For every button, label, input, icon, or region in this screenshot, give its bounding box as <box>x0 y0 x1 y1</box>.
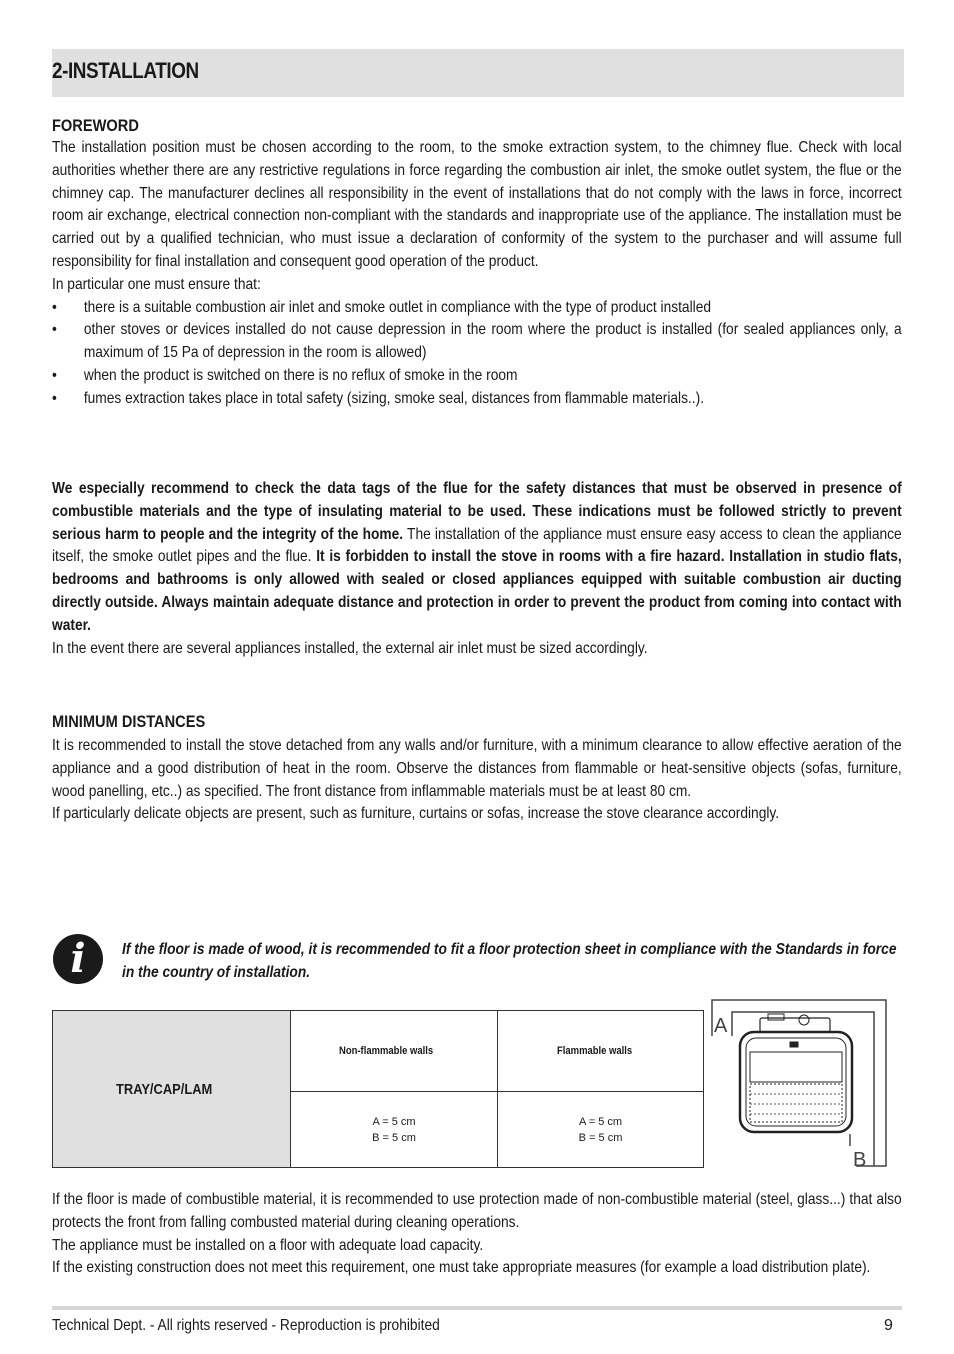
wall-outline <box>712 1000 886 1166</box>
safety-normal-1: The installation of the appliance must ensure easy access to clean the appliance itself, the smoke outlet pipes and the flue. <box>52 525 902 566</box>
clearance-diagram <box>706 996 890 1170</box>
model-label: TRAY/CAP/LAM <box>115 1080 212 1098</box>
info-icon: i <box>53 934 103 984</box>
stove-icon <box>740 1014 852 1132</box>
list-item: • there is a suitable combustion air inlet and smoke outlet in compliance with the type of product installed <box>52 297 902 320</box>
value-cell-non-flammable <box>291 1092 498 1168</box>
floor-paragraph-1: If the floor is made of combustible material, it is recommended to use protection made of non-combustible material (steel, glass...) that also protects the front from falling combusted material during cleaning operations. <box>52 1191 902 1231</box>
min-distances-paragraph-2: If particularly delicate objects are present, such as furniture, curtains or sofas, increase the stove clearance accordingly. <box>52 805 780 823</box>
safety-paragraph <box>52 478 902 638</box>
foreword-body <box>52 137 902 411</box>
model-label-cell <box>53 1011 291 1168</box>
safety-paragraph-2: In the event there are several appliances installed, the external air inlet must be sized accordingly. <box>52 639 648 657</box>
footer-text: Technical Dept. - All rights reserved - Reproduction is prohibited <box>52 1317 440 1334</box>
safety-bold-2: It is forbidden to install the stove in rooms with a fire hazard. Installation in studio flats, bedrooms and bathrooms is only allowed with sealed or closed appliances equipped with suitable combustion air ducting directly outside. Always maintain adequate distance and protection in order to prevent the product from coming into contact with water. <box>52 548 902 634</box>
safety-body <box>52 478 902 660</box>
value-b: B = 5 cm <box>372 1131 416 1144</box>
floor-paragraph-2: The appliance must be installed on a floor with adequate load capacity. <box>52 1236 484 1254</box>
section-title: 2-INSTALLATION <box>52 58 199 83</box>
footer-divider <box>52 1306 902 1310</box>
min-distances-paragraph: It is recommended to install the stove detached from any walls and/or furniture, with a minimum clearance to allow effective aeration of the appliance and a good distribution of heat in the room. Observe the distances from flammable or heat-sensitive objects (sofas, furniture, wood panelling, etc..) as specified. The front distance from inflammable materials must be at least 80 cm. <box>52 737 902 800</box>
floor-note: If the floor is made of wood, it is recommended to fit a floor protection sheet in compliance with the Standards in force in the country of installation. <box>122 941 897 981</box>
floor-body <box>52 1189 902 1280</box>
min-distances-body <box>52 735 902 826</box>
foreword-heading: FOREWORD <box>52 116 139 135</box>
value-a: A = 5 cm <box>372 1115 416 1128</box>
min-distances-heading: MINIMUM DISTANCES <box>52 712 206 731</box>
list-item: • fumes extraction takes place in total safety (sizing, smoke seal, distances from flammable materials..). <box>52 388 902 411</box>
page-number: 9 <box>884 1317 893 1334</box>
distances-table <box>52 1010 704 1168</box>
label-a: A <box>714 1015 728 1037</box>
col-header-non-flammable <box>291 1011 498 1092</box>
label-b: B <box>853 1149 867 1170</box>
col-header-label: Non-flammable walls <box>339 1045 434 1057</box>
value-a: A = 5 cm <box>578 1115 623 1128</box>
list-item: • when the product is switched on there is no reflux of smoke in the room <box>52 365 902 388</box>
foreword-paragraph: The installation position must be chosen according to the room, to the smoke extraction system, to the chimney flue. Check with local authorities whether there are any restrictive regulations in force regarding the combustion air inlet, the smoke outlet system, the flue or the chimney cap. The manufacturer declines all responsibility in the event of installations that do not comply with the laws in force, incorrect room air exchange, electrical connection non-compliant with the standards and inappropriate use of the appliance. The installation must be carried out by a qualified technician, who must issue a declaration of conformity of the system to the purchaser and will assume full responsibility for final installation and consequent good operation of the product. <box>52 139 902 270</box>
list-item: • other stoves or devices installed do not cause depression in the room where the product is installed (for sealed appliances only, a maximum of 15 Pa of depression in the room is allowed) <box>52 319 902 365</box>
foreword-bullet-list <box>52 297 902 411</box>
col-header-label: Flammable walls <box>556 1045 632 1057</box>
value-cell-flammable <box>498 1092 704 1168</box>
floor-paragraph-3: If the existing construction does not meet this requirement, one must take appropriate measures (for example a load distribution plate). <box>52 1259 871 1277</box>
col-header-flammable <box>498 1011 704 1092</box>
safety-bold-1: We especially recommend to check the data tags of the flue for the safety distances that must be observed in presence of combustible materials and the type of insulating material to be used. These indications must be followed strictly to prevent serious harm to people and the integrity of the home. <box>52 480 902 543</box>
value-b: B = 5 cm <box>578 1131 623 1144</box>
foreword-intro: In particular one must ensure that: <box>52 275 261 293</box>
